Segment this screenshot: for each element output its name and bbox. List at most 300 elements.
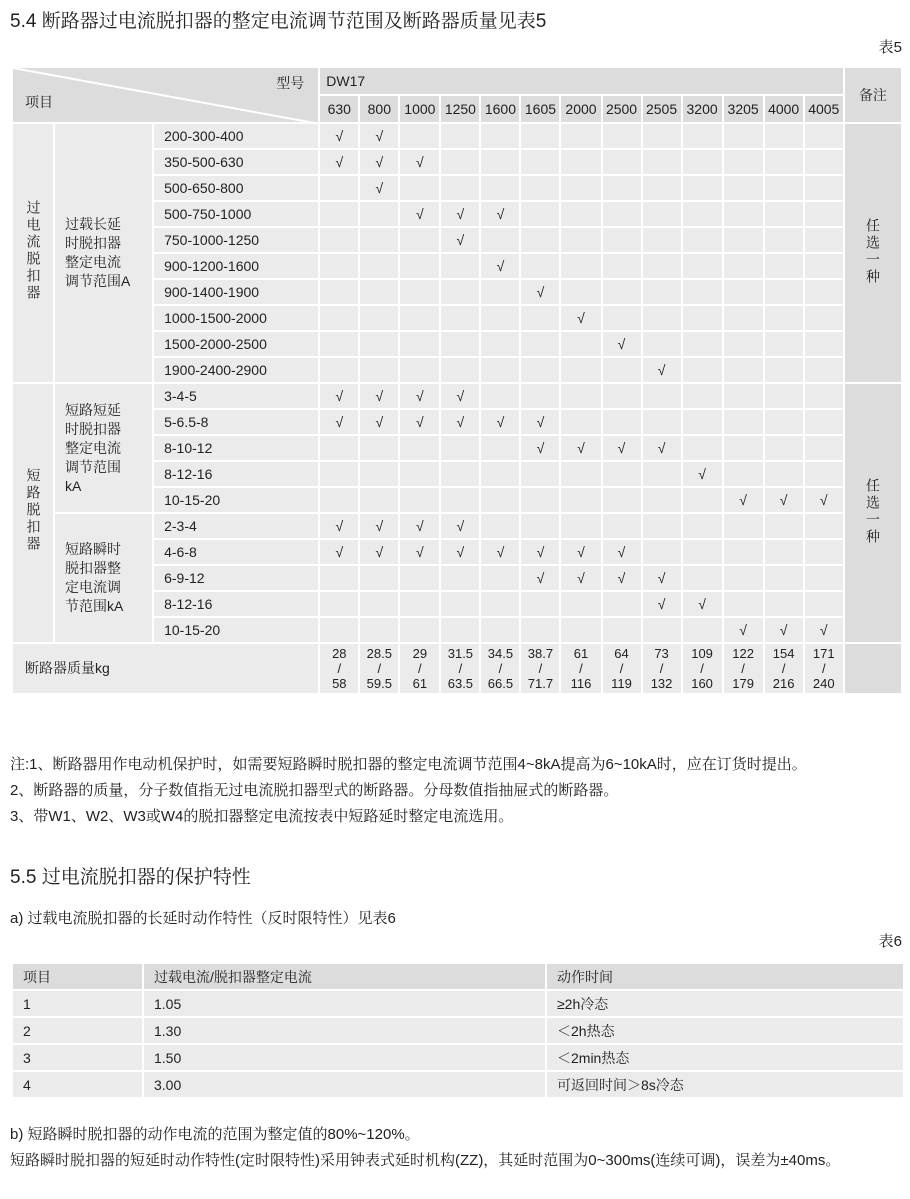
table6-number: 表6	[878, 933, 902, 950]
mass-label: 断路器质量kg	[12, 643, 319, 694]
check-cell	[359, 591, 399, 617]
check-cell	[319, 279, 359, 305]
check-cell: √	[359, 409, 399, 435]
table6-header-cell: 动作时间	[546, 963, 904, 990]
note-2: 2、断路器的质量，分子数值指无过电流脱扣器型式的断路器。分母数值指抽屉式的断路器。	[10, 782, 619, 799]
check-cell: √	[602, 565, 642, 591]
check-cell: √	[319, 149, 359, 175]
model-3200: 3200	[682, 95, 723, 123]
check-cell: √	[602, 539, 642, 565]
mass-numerator: 171	[812, 646, 835, 661]
check-cell	[560, 227, 601, 253]
check-cell: √	[480, 201, 520, 227]
check-cell	[602, 383, 642, 409]
check-cell	[642, 487, 682, 513]
fraction-slash: /	[619, 661, 624, 676]
check-cell	[642, 253, 682, 279]
check-cell	[319, 175, 359, 201]
check-cell: √	[359, 175, 399, 201]
check-cell	[520, 123, 560, 149]
check-cell	[764, 227, 804, 253]
check-cell: √	[560, 565, 601, 591]
check-cell	[804, 591, 844, 617]
check-cell: √	[804, 487, 844, 513]
check-cell	[723, 149, 764, 175]
table5-row	[12, 123, 902, 149]
mass-numerator: 29	[412, 646, 428, 661]
mass-denominator: 216	[772, 676, 795, 691]
sub-instantaneous	[54, 513, 153, 643]
check-cell	[642, 175, 682, 201]
check-cell	[319, 201, 359, 227]
check-cell	[319, 617, 359, 643]
check-cell: √	[319, 539, 359, 565]
check-cell: √	[359, 539, 399, 565]
check-cell: √	[319, 513, 359, 539]
check-cell	[682, 123, 723, 149]
check-cell	[602, 617, 642, 643]
check-cell	[723, 201, 764, 227]
fraction-slash: /	[821, 661, 826, 676]
check-cell	[319, 331, 359, 357]
check-cell	[764, 461, 804, 487]
check-cell: √	[723, 487, 764, 513]
check-cell	[359, 357, 399, 383]
check-cell: √	[642, 591, 682, 617]
check-cell	[399, 357, 440, 383]
check-cell	[764, 201, 804, 227]
check-cell	[764, 409, 804, 435]
check-cell	[602, 201, 642, 227]
range-cell: 900-1200-1600	[153, 253, 319, 279]
check-cell	[602, 487, 642, 513]
check-cell	[723, 253, 764, 279]
check-cell	[440, 357, 480, 383]
check-cell	[602, 513, 642, 539]
check-cell: √	[764, 617, 804, 643]
fraction-slash: /	[579, 661, 583, 676]
check-cell	[560, 487, 601, 513]
check-cell	[520, 591, 560, 617]
fraction-slash: /	[377, 661, 382, 676]
check-cell	[804, 461, 844, 487]
check-cell	[560, 409, 601, 435]
check-cell	[804, 279, 844, 305]
check-cell	[764, 539, 804, 565]
check-cell: √	[440, 201, 480, 227]
check-cell	[723, 383, 764, 409]
check-cell	[642, 123, 682, 149]
check-cell	[804, 201, 844, 227]
check-cell	[319, 357, 359, 383]
check-cell	[520, 461, 560, 487]
mass-numerator: 34.5	[487, 646, 514, 661]
check-cell	[440, 253, 480, 279]
check-cell	[520, 357, 560, 383]
section-5-5-tail	[10, 1122, 905, 1174]
table6-header-cell: 过载电流/脱扣器整定电流	[143, 963, 546, 990]
check-cell	[723, 565, 764, 591]
mass-remark	[844, 643, 902, 694]
check-cell	[480, 123, 520, 149]
check-cell: √	[359, 513, 399, 539]
table6-cell: 3.00	[143, 1071, 546, 1098]
check-cell	[359, 227, 399, 253]
mass-cell	[560, 643, 601, 694]
table5-header-row	[12, 67, 902, 95]
table6-cell: ＜2h热态	[546, 1017, 904, 1044]
check-cell: √	[359, 123, 399, 149]
check-cell	[440, 591, 480, 617]
check-cell	[642, 305, 682, 331]
mass-cell	[682, 643, 723, 694]
check-cell	[480, 331, 520, 357]
check-cell	[602, 175, 642, 201]
table6-cell: 1.05	[143, 990, 546, 1017]
header-model-label: 型号	[276, 75, 305, 91]
group-overcurrent-release	[12, 123, 54, 383]
header-item-label: 项目	[25, 94, 53, 110]
check-cell	[480, 383, 520, 409]
mass-numerator: 122	[732, 646, 754, 661]
mass-cell	[480, 643, 520, 694]
check-cell	[602, 149, 642, 175]
table6	[11, 962, 905, 1099]
check-cell: √	[723, 617, 764, 643]
subsection-a: a) 过载电流脱扣器的长延时动作特性（反时限特性）见表6	[10, 910, 396, 927]
check-cell: √	[440, 513, 480, 539]
check-cell	[682, 149, 723, 175]
check-cell	[560, 279, 601, 305]
check-cell	[723, 409, 764, 435]
check-cell	[723, 591, 764, 617]
check-cell	[399, 175, 440, 201]
check-cell	[359, 201, 399, 227]
check-cell	[602, 253, 642, 279]
check-cell	[440, 175, 480, 201]
range-cell: 10-15-20	[153, 487, 319, 513]
check-cell	[359, 305, 399, 331]
check-cell	[440, 487, 480, 513]
mass-cell	[359, 643, 399, 694]
fraction-slash: /	[781, 661, 786, 676]
check-cell	[399, 331, 440, 357]
fraction-slash: /	[458, 661, 463, 676]
check-cell	[642, 539, 682, 565]
check-cell	[359, 617, 399, 643]
check-cell	[642, 513, 682, 539]
check-cell: √	[480, 253, 520, 279]
table6-cell: 可返回时间＞8s冷态	[546, 1071, 904, 1098]
mass-denominator: 132	[650, 676, 673, 691]
check-cell	[682, 305, 723, 331]
check-cell	[440, 565, 480, 591]
mass-denominator: 119	[611, 676, 632, 691]
mass-denominator: 61	[412, 676, 428, 691]
check-cell: √	[560, 305, 601, 331]
check-cell	[399, 565, 440, 591]
check-cell	[359, 279, 399, 305]
check-cell	[804, 513, 844, 539]
check-cell	[440, 149, 480, 175]
check-cell	[723, 331, 764, 357]
check-cell	[723, 123, 764, 149]
sub-instantaneous-label: 短路瞬时脱扣器整定电流调节范围kA	[65, 541, 124, 614]
check-cell	[319, 227, 359, 253]
model-4005: 4005	[804, 95, 844, 123]
check-cell	[804, 435, 844, 461]
table6-cell: ＜2min热态	[546, 1044, 904, 1071]
check-cell	[723, 279, 764, 305]
check-cell	[399, 123, 440, 149]
check-cell	[602, 279, 642, 305]
check-cell	[560, 357, 601, 383]
model-2505: 2505	[642, 95, 682, 123]
table6-cell: 2	[12, 1017, 143, 1044]
check-cell	[520, 617, 560, 643]
check-cell	[480, 279, 520, 305]
check-cell	[520, 331, 560, 357]
check-cell: √	[520, 565, 560, 591]
check-cell	[520, 227, 560, 253]
check-cell	[560, 591, 601, 617]
mass-numerator: 64	[614, 646, 629, 661]
check-cell	[723, 435, 764, 461]
section-5-4-title: 5.4 断路器过电流脱扣器的整定电流调节范围及断路器质量见表5	[10, 11, 547, 32]
delay-paragraph: 短路瞬时脱扣器的短延时动作特性(定时限特性)采用钟表式延时机构(ZZ)，其延时范围为0~300ms(连续可调)，误差为±40ms。	[10, 1152, 841, 1169]
check-cell	[764, 253, 804, 279]
check-cell	[602, 461, 642, 487]
check-cell	[682, 617, 723, 643]
check-cell	[642, 617, 682, 643]
check-cell: √	[440, 227, 480, 253]
check-cell	[560, 461, 601, 487]
mass-numerator: 28	[332, 646, 347, 661]
check-cell	[520, 253, 560, 279]
range-cell: 10-15-20	[153, 617, 319, 643]
table6-cell: ≥2h冷态	[546, 990, 904, 1017]
range-cell: 200-300-400	[153, 123, 319, 149]
note-1: 注:1、断路器用作电动机保护时，如需要短路瞬时脱扣器的整定电流调节范围4~8kA提高为6~10kA时，应在订货时提出。	[10, 756, 807, 773]
check-cell	[560, 201, 601, 227]
check-cell	[520, 513, 560, 539]
mass-cell	[764, 643, 804, 694]
sub-short-delay-label: 短路短延时脱扣器整定电流调节范围kA	[65, 401, 122, 494]
table5	[11, 66, 903, 695]
check-cell	[682, 201, 723, 227]
check-cell	[560, 513, 601, 539]
check-cell	[764, 435, 804, 461]
group-short-circuit-release	[12, 383, 54, 643]
check-cell: √	[520, 279, 560, 305]
group-overcurrent-label: 过电流脱扣器	[25, 199, 42, 302]
remark-group2	[844, 383, 902, 643]
check-cell: √	[520, 435, 560, 461]
check-cell: √	[319, 409, 359, 435]
check-cell	[642, 331, 682, 357]
table5-row	[12, 383, 902, 409]
check-cell	[560, 331, 601, 357]
table5-mass-row	[12, 643, 902, 694]
check-cell: √	[399, 149, 440, 175]
range-cell: 500-750-1000	[153, 201, 319, 227]
mass-denominator: 160	[691, 676, 713, 691]
check-cell	[804, 539, 844, 565]
check-cell	[480, 227, 520, 253]
check-cell: √	[804, 617, 844, 643]
check-cell	[560, 123, 601, 149]
check-cell	[440, 617, 480, 643]
check-cell	[602, 123, 642, 149]
check-cell	[682, 487, 723, 513]
check-cell	[359, 461, 399, 487]
check-cell	[480, 461, 520, 487]
mass-numerator: 73	[654, 646, 669, 661]
check-cell	[804, 409, 844, 435]
mass-denominator: 179	[732, 676, 754, 691]
check-cell	[399, 591, 440, 617]
mass-numerator: 61	[573, 646, 589, 661]
table6-cell: 3	[12, 1044, 143, 1071]
check-cell	[520, 175, 560, 201]
header-series: DW17	[319, 67, 844, 95]
check-cell	[764, 383, 804, 409]
check-cell	[319, 487, 359, 513]
mass-denominator: 71.7	[527, 676, 554, 691]
subsection-b: b) 短路瞬时脱扣器的动作电流的范围为整定值的80%~120%。	[10, 1126, 420, 1143]
range-cell: 900-1400-1900	[153, 279, 319, 305]
table6-header-cell: 项目	[12, 963, 143, 990]
check-cell	[480, 149, 520, 175]
check-cell	[602, 591, 642, 617]
remark-group1-label: 任选一种	[864, 217, 881, 286]
check-cell	[723, 513, 764, 539]
model-630: 630	[319, 95, 359, 123]
check-cell	[359, 487, 399, 513]
check-cell	[520, 201, 560, 227]
check-cell: √	[359, 149, 399, 175]
mass-denominator: 116	[570, 676, 592, 691]
check-cell	[764, 591, 804, 617]
model-2500: 2500	[602, 95, 642, 123]
check-cell	[440, 331, 480, 357]
check-cell: √	[440, 409, 480, 435]
check-cell	[642, 279, 682, 305]
check-cell	[764, 331, 804, 357]
check-cell	[480, 591, 520, 617]
check-cell	[560, 617, 601, 643]
check-cell: √	[319, 123, 359, 149]
mass-numerator: 109	[691, 646, 713, 661]
check-cell: √	[764, 487, 804, 513]
check-cell	[642, 201, 682, 227]
check-cell	[764, 565, 804, 591]
mass-cell	[520, 643, 560, 694]
check-cell	[764, 357, 804, 383]
check-cell	[682, 227, 723, 253]
mass-numerator: 154	[772, 646, 795, 661]
check-cell: √	[359, 383, 399, 409]
check-cell: √	[602, 331, 642, 357]
check-cell	[480, 305, 520, 331]
range-cell: 8-12-16	[153, 461, 319, 487]
range-cell: 750-1000-1250	[153, 227, 319, 253]
remark-group1	[844, 123, 902, 383]
mass-denominator: 63.5	[447, 676, 474, 691]
check-cell	[804, 175, 844, 201]
check-cell	[560, 253, 601, 279]
check-cell: √	[399, 409, 440, 435]
check-cell	[520, 305, 560, 331]
fraction-slash: /	[337, 661, 342, 676]
check-cell	[440, 279, 480, 305]
check-cell	[682, 435, 723, 461]
range-cell: 5-6.5-8	[153, 409, 319, 435]
check-cell	[804, 357, 844, 383]
model-3205: 3205	[723, 95, 764, 123]
check-cell: √	[602, 435, 642, 461]
check-cell	[764, 123, 804, 149]
check-cell	[319, 435, 359, 461]
check-cell	[764, 175, 804, 201]
model-1250: 1250	[440, 95, 480, 123]
check-cell	[520, 487, 560, 513]
check-cell	[723, 175, 764, 201]
table6-row	[12, 990, 904, 1017]
mass-numerator: 28.5	[366, 646, 392, 661]
check-cell	[520, 149, 560, 175]
group-short-circuit-label: 短路脱扣器	[25, 468, 42, 553]
range-cell: 2-3-4	[153, 513, 319, 539]
check-cell: √	[399, 201, 440, 227]
check-cell	[804, 305, 844, 331]
check-cell	[682, 539, 723, 565]
mass-denominator: 240	[812, 676, 835, 691]
diagonal-line	[13, 68, 319, 123]
table5-row	[12, 513, 902, 539]
check-cell	[480, 487, 520, 513]
check-cell: √	[440, 383, 480, 409]
mass-cell	[319, 643, 359, 694]
check-cell	[642, 227, 682, 253]
check-cell	[480, 435, 520, 461]
table6-header-row	[12, 963, 904, 990]
check-cell	[723, 227, 764, 253]
check-cell: √	[399, 539, 440, 565]
check-cell	[602, 305, 642, 331]
range-cell: 1000-1500-2000	[153, 305, 319, 331]
check-cell	[359, 435, 399, 461]
check-cell	[319, 591, 359, 617]
table5-notes	[10, 752, 807, 830]
sub-long-delay-label: 过载长延时脱扣器整定电流调节范围A	[65, 216, 131, 289]
fraction-slash: /	[538, 661, 543, 676]
check-cell: √	[399, 513, 440, 539]
table6-cell: 1.50	[143, 1044, 546, 1071]
header-remark: 备注	[844, 67, 902, 123]
check-cell	[480, 513, 520, 539]
table6-cell: 1	[12, 990, 143, 1017]
range-cell: 3-4-5	[153, 383, 319, 409]
note-3: 3、带W1、W2、W3或W4的脱扣器整定电流按表中短路延时整定电流选用。	[10, 808, 514, 825]
check-cell	[804, 227, 844, 253]
table6-row	[12, 1071, 904, 1098]
check-cell	[723, 461, 764, 487]
table6-row	[12, 1017, 904, 1044]
model-1000: 1000	[399, 95, 440, 123]
table6-row	[12, 1044, 904, 1071]
check-cell	[682, 409, 723, 435]
